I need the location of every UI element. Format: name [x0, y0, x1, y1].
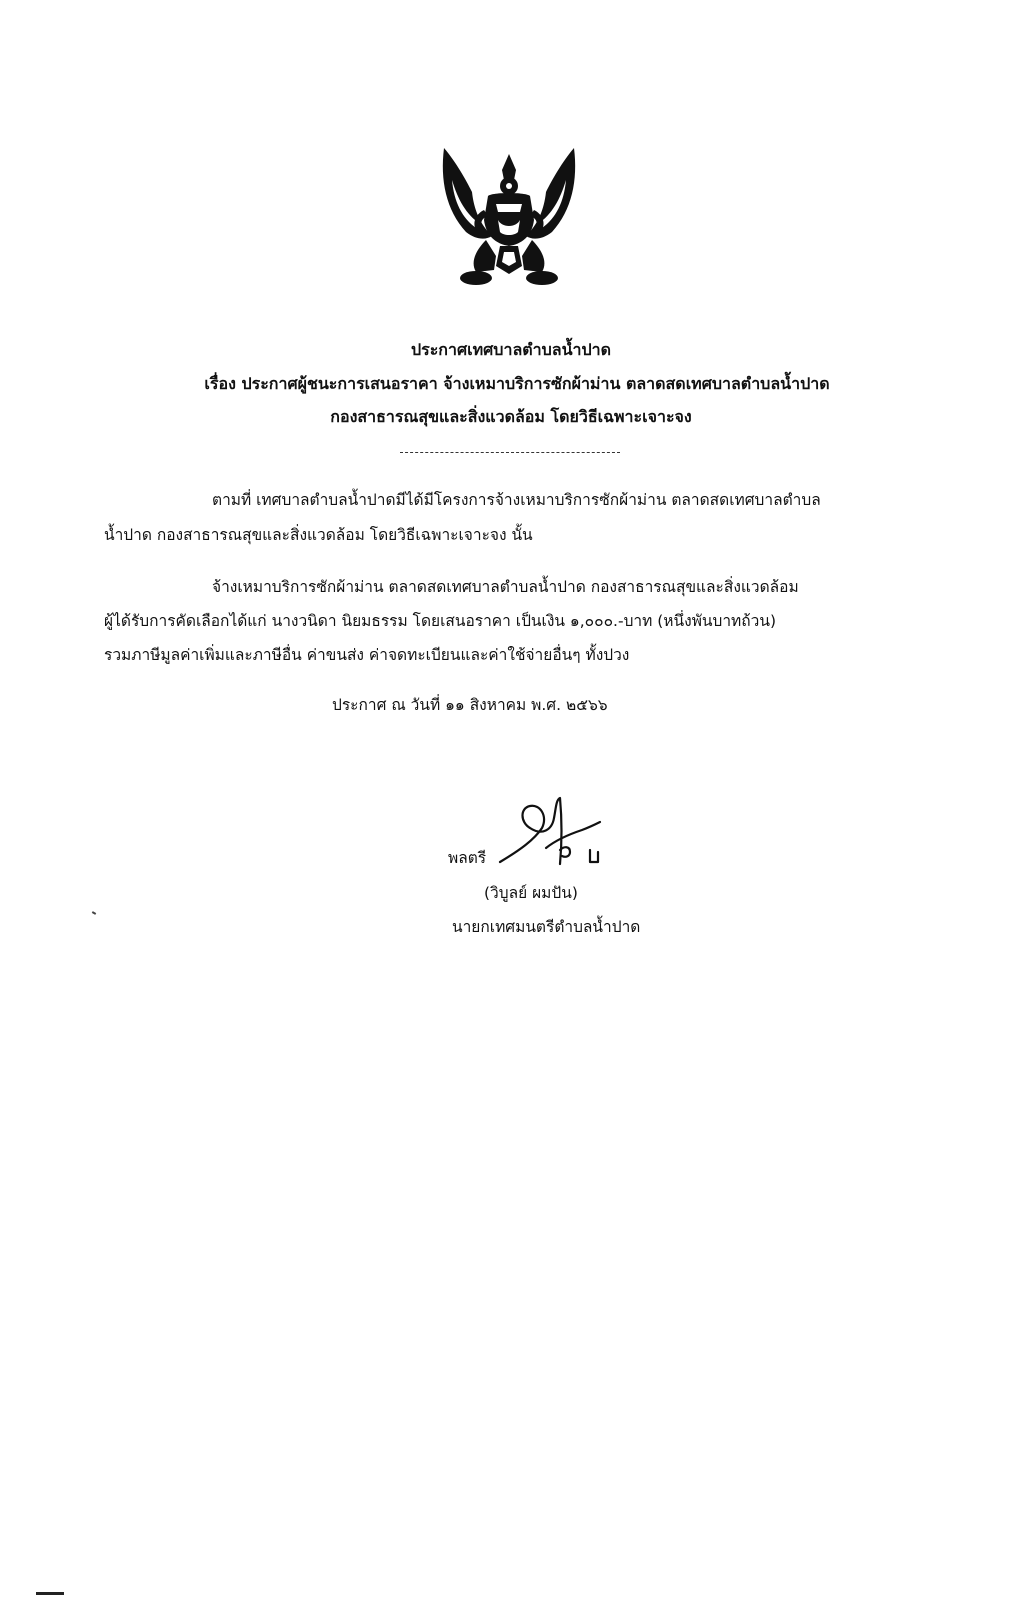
stray-mark [92, 911, 96, 915]
paragraph-1-line-2: น้ำปาด กองสาธารณสุขและสิ่งแวดล้อม โดยวิธีเฉพาะเจาะจง นั้น [104, 526, 533, 544]
paragraph-2-line-2: ผู้ได้รับการคัดเลือกได้แก่ นางวนิดา นิยมธรรม โดยเสนอราคา เป็นเงิน ๑,๐๐๐.-บาท (หนึ่งพันบาทถ้วน) [104, 612, 776, 630]
paragraph-2-line-3: รวมภาษีมูลค่าเพิ่มและภาษีอื่น ค่าขนส่ง ค่าจดทะเบียนและค่าใช้จ่ายอื่นๆ ทั้งปวง [104, 646, 630, 664]
paragraph-2-line-1: จ้างเหมาบริการซักผ้าม่าน ตลาดสดเทศบาลตำบลน้ำปาด กองสาธารณสุขและสิ่งแวดล้อม [212, 578, 799, 596]
paragraph-1-line-1: ตามที่ เทศบาลตำบลน้ำปาดมีได้มีโครงการจ้างเหมาบริการซักผ้าม่าน ตลาดสดเทศบาลตำบล [212, 491, 821, 509]
corner-mark [36, 1592, 64, 1595]
document-title: ประกาศเทศบาลตำบลน้ำปาด [410, 340, 612, 359]
announcement-date: ประกาศ ณ วันที่ ๑๑ สิงหาคม พ.ศ. ๒๕๖๖ [332, 696, 608, 714]
signatory-name: (วิบูลย์ ผมปัน) [484, 884, 578, 902]
document-subject: เรื่อง ประกาศผู้ชนะการเสนอราคา จ้างเหมาบริการซักผ้าม่าน ตลาดสดเทศบาลตำบลน้ำปาด [204, 374, 830, 393]
document-subject-continued: กองสาธารณสุขและสิ่งแวดล้อม โดยวิธีเฉพาะเจาะจง [330, 407, 692, 426]
garuda-emblem-icon [436, 140, 582, 292]
title-separator [400, 452, 620, 453]
signatory-position: นายกเทศมนตรีตำบลน้ำปาด [452, 918, 641, 936]
signatory-rank: พลตรี [448, 849, 487, 867]
handwritten-signature [490, 790, 610, 870]
